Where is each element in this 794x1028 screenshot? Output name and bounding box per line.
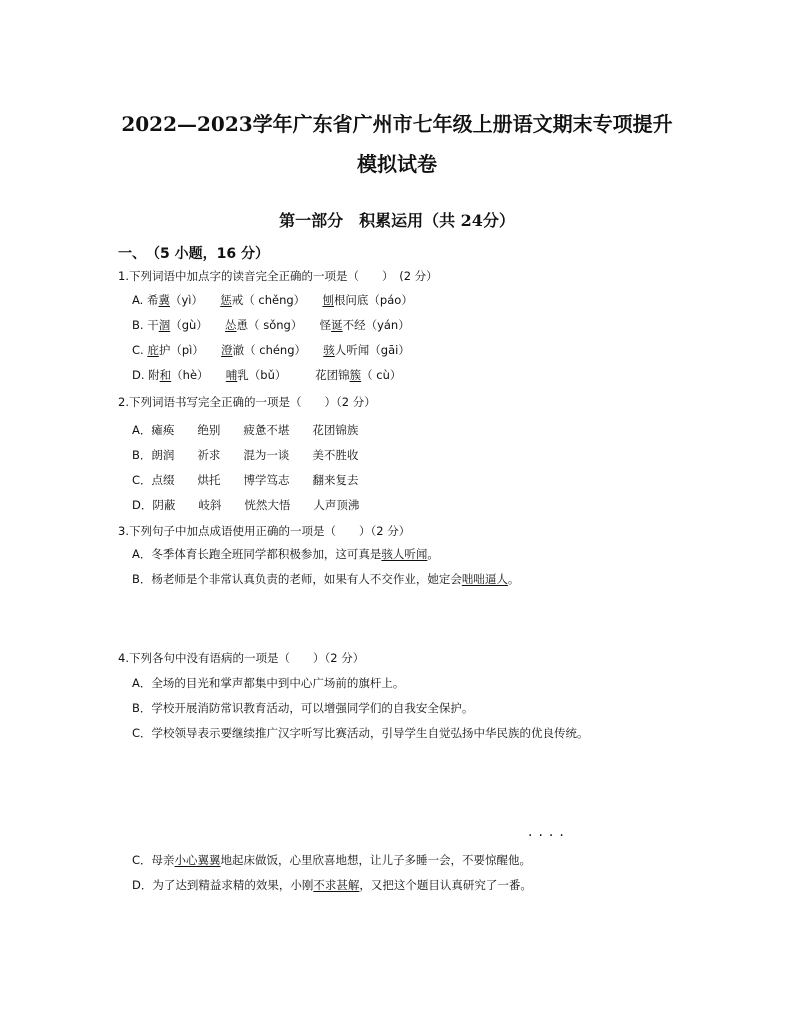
option-text: （gù） xyxy=(170,318,226,332)
option-text: 附 xyxy=(148,368,160,382)
option-text: D．为了达到精益求精的效果，小刚 xyxy=(132,878,314,892)
option-text: 花团锦 xyxy=(315,368,350,382)
question-3-option-a xyxy=(132,546,439,562)
option-label: C. xyxy=(132,343,148,357)
dotted-char: 庇 xyxy=(147,343,159,357)
question-1-option-c xyxy=(132,342,410,358)
question-4-option-a: A．全场的目光和掌声都集中到中心广场前的旗杆上。 xyxy=(132,676,405,690)
option-text: 干 xyxy=(147,318,159,332)
question-2-option-b: B．朗润 祈求 混为一谈 美不胜收 xyxy=(132,448,359,462)
dotted-idiom: 小心翼翼 xyxy=(174,853,221,867)
option-text: 。 xyxy=(507,572,520,586)
question-4-stem: 4.下列各句中没有语病的一项是（ ）（2 分） xyxy=(118,651,365,665)
option-text: 人听闻（gāi） xyxy=(334,343,410,357)
option-text: 戒（ chěng） xyxy=(231,293,323,307)
option-text: （yì） xyxy=(169,293,221,307)
option-text: ，又把这个题目认真研究了一番。 xyxy=(359,878,532,892)
option-text: 希 xyxy=(146,293,159,307)
dotted-idiom: 不求甚解 xyxy=(313,878,360,892)
question-1-option-a xyxy=(132,292,413,308)
question-1-stem: 1.下列词语中加点字的读音完全正确的一项是（ ） (2 分） xyxy=(118,269,438,283)
question-3-option-b xyxy=(132,571,519,587)
part-heading: 第一部分 积累运用（共 24分） xyxy=(279,211,515,230)
option-label: B. xyxy=(132,318,148,332)
question-5-option-c xyxy=(132,852,531,868)
option-text: 怪 xyxy=(319,318,332,332)
exam-title-line1: 2022—2023学年广东省广州市七年级上册语文期末专项提升 xyxy=(121,112,673,136)
question-5-option-d xyxy=(132,877,532,893)
option-label: A. xyxy=(132,293,147,307)
option-text: A．冬季体育长跑全班同学都积极参加，这可真是 xyxy=(132,547,382,561)
option-text: （hè） xyxy=(171,368,226,382)
exam-title-line2: 模拟试卷 xyxy=(357,152,437,176)
question-1-option-d xyxy=(132,367,401,383)
dotted-char: 骇 xyxy=(323,343,335,357)
dotted-char: 哺 xyxy=(225,368,238,382)
dotted-idiom: 咄咄逼人 xyxy=(461,572,508,586)
question-4-option-b: B．学校开展消防常识教育活动，可以增强同学们的自我安全保护。 xyxy=(132,701,474,715)
dotted-char: 和 xyxy=(159,368,172,382)
option-text: 乳（bǔ） xyxy=(237,368,316,382)
question-3-stem: 3.下列句子中加点成语使用正确的一项是（ ）（2 分） xyxy=(118,524,411,538)
option-text: 地起床做饭，心里欣喜地想，让儿子多睡一会，不要惊醒他。 xyxy=(220,853,532,867)
dotted-char: 簇 xyxy=(349,368,362,382)
option-label: D. xyxy=(132,368,149,382)
dotted-char: 涸 xyxy=(158,318,171,332)
option-text: C．母亲 xyxy=(132,853,175,867)
option-text: （ cù） xyxy=(361,368,402,382)
option-text: 。 xyxy=(427,547,439,561)
option-text: 护（pì） xyxy=(158,343,222,357)
question-1-option-b xyxy=(132,317,410,333)
dotted-char: 刨 xyxy=(322,293,334,307)
emphasis-dots: ···· xyxy=(528,828,570,844)
option-text: 根问底（páo） xyxy=(333,293,413,307)
dotted-char: 怂 xyxy=(225,318,237,332)
dotted-idiom: 骇人听闻 xyxy=(381,547,428,561)
dotted-char: 惩 xyxy=(220,293,232,307)
question-2-option-d: D．阴蔽 岐斜 恍然大悟 人声顶沸 xyxy=(132,498,360,512)
question-4-option-c: C．学校领导表示要继续推广汉字听写比赛活动，引导学生自觉弘扬中华民族的优良传统。 xyxy=(132,726,589,740)
dotted-char: 澄 xyxy=(221,343,233,357)
option-text: 恿（ sǒng） xyxy=(236,318,320,332)
dotted-char: 冀 xyxy=(158,293,170,307)
section-heading: 一、 （5 小题，16 分） xyxy=(118,246,269,262)
question-2-stem: 2.下列词语书写完全正确的一项是（ ）（2 分） xyxy=(118,395,376,409)
question-2-option-c: C．点缀 烘托 博学笃志 翻来复去 xyxy=(132,473,359,487)
question-2-option-a: A．瘫痪 绝别 疲惫不堪 花团锦族 xyxy=(132,423,359,437)
dotted-char: 诞 xyxy=(331,318,343,332)
option-text: B．杨老师是个非常认真负责的老师，如果有人不交作业，她定会 xyxy=(132,572,462,586)
option-text: 澈（ chéng） xyxy=(232,343,324,357)
option-text: 不经（yán） xyxy=(342,318,410,332)
